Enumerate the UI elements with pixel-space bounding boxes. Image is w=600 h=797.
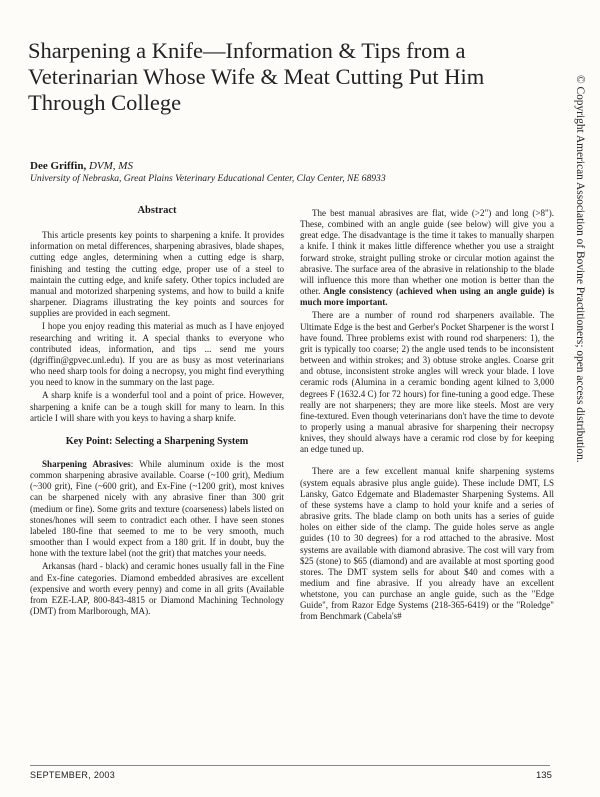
section-paragraph-2: Arkansas (hard - black) and ceramic hones usually fall in the Fine and Ex-fine categories. Diamond embedded abrasives are excellent (expensive and worth every penny) and come in all grits (Available from EZE-LAP, 800-843-4815 or Diamond Machining Technology (DMT) from Marlborough, MA). xyxy=(30,561,284,616)
right-paragraph-2: There are a number of round rod sharpeners available. The Ultimate Edge is the best and Gerber's Pocket Sharpener is the worst I have found. Three problems exist with round rod sharpeners: 1), the grit is typically too coarse; 2) the angle used tends to be inconsistent between and within strokes; and 3) obtuse stroke angles. Coarse grit and obtuse, inconsistent stroke angles will wreck your blade. I love ceramic rods (Alumina in a ceramic bonding agent kilned to 3,000 degrees F (1632.4 C) for 72 hours) for fine-tuning a good edge. These really are not sharpeners; they are more like steels. Most are very fine-textured. Even though veterinarians don't have the time to devote to properly using a manual abrasive for sharpening their necropsy knives, they should always have a ceramic rod close by for keeping an edge tuned up. xyxy=(300,310,554,455)
right-paragraph-3: There are a few excellent manual knife sharpening systems (system equals abrasive plus angle guide). These include DMT, LS Lansky, Gatco Edgemate and Blademaster Sharpening Systems. All of these systems have a clamp to hold your knife and a series of abrasive grits. The blade clamp on both units has a series of guide holes on either side of the clamp. The guide holes serve as angle guides (10 to 30 degrees) for a rod attached to the abrasive. Most systems are available with diamond abrasive. The cost will vary from $25 (stone) to $65 (diamond) and are available at most sporting good stores. The DMT system sells for about $40 and comes with a medium and fine abrasive. If you already have an excellent whetstone, you can purchase an angle guide, such as the "Edge Guide", from Razor Edge Systems (218-365-6419) or the "Roledge" from Benchmark (Cabela's# xyxy=(300,466,554,622)
abstract-paragraph-1: This article presents key points to sharpening a knife. It provides information on metal differences, sharpening abrasives, blade shapes, cutting edge angles, determining when a cutting edge is sharp, finishing and testing the cutting edge, proper use of a steel to maintain the cutting edge, and knife safety. Other topics included are manual and motorized sharpening systems, and how to build a knife sharpener. Diagrams illustrating the key points and sources for supplies are provided in each segment. xyxy=(30,230,284,319)
abstract-heading: Abstract xyxy=(137,205,177,216)
right-paragraph-1-emphasis: Angle consistency (achieved when using an angle guide) is much more important. xyxy=(300,286,554,308)
right-paragraph-1 xyxy=(300,208,554,308)
author-block xyxy=(30,160,550,185)
right-column xyxy=(300,208,554,623)
section-heading: Key Point: Selecting a Sharpening System xyxy=(65,435,249,447)
run-in-heading: Sharpening Abrasives xyxy=(42,458,131,469)
right-paragraph-1-text: The best manual abrasives are flat, wide (>2") and long (>8"). These, combined with an angle guide (see below) will give you a great edge. The disadvantage is the time it takes to manually sharpen a knife. I think it makes little difference whether you use a straight forward stroke, straight pulling stroke or circular motion against the abrasive. The surface area of the abrasive in relationship to the blade will influence this more than whether one motion is better than the other. xyxy=(300,208,554,297)
abstract-paragraph-2: I hope you enjoy reading this material as much as I have enjoyed researching and writing it. A special thanks to everyone who contributed ideas, information, and tips ... send me yours (dgriffin@gpvec.unl.edu). If you are as busy as most veterinarians who need sharp tools for doing a necropsy, you might find everything you need to know in the summary on the last page. xyxy=(30,321,284,388)
author-line xyxy=(30,160,550,173)
footer-issue-date: SEPTEMBER, 2003 xyxy=(30,770,116,780)
article-title: Sharpening a Knife—Information & Tips from a Veterinarian Whose Wife & Meat Cutting Put Him Through College xyxy=(28,38,485,115)
footer-rule xyxy=(30,765,550,766)
copyright-notice: © Copyright American Association of Bovine Practitioners; open access distribution. xyxy=(574,75,586,463)
left-column xyxy=(30,205,284,617)
author-affiliation: University of Nebraska, Great Plains Veterinary Educational Center, Clay Center, NE 68933 xyxy=(30,173,386,184)
section-paragraph-1-text: : While aluminum oxide is the most common sharpening abrasive available. Coarse (~100 grit), Medium (~300 grit), Fine (~600 grit), and Ex-Fine (~1200 grit), most knives can be sharpened nicely with any abrasive finer than 300 grit (medium or fine). Some grits and texture (coarseness) labels listed on stones/hones will seem to contradict each other. I have seen stones labeled 180-fine that seemed to me to be very smooth, much smoother than I would expect from a 180 grit. If in doubt, buy the hone with the texture label (not the grit) that matches your needs. xyxy=(30,458,284,559)
footer-page-number: 135 xyxy=(536,770,552,781)
section-paragraph-1 xyxy=(30,459,284,559)
abstract-paragraph-3: A sharp knife is a wonderful tool and a point of price. However, sharpening a knife can be a tough skill for many to learn. In this article I will share with you keys to having a sharp knife. xyxy=(30,390,284,423)
author-degree: DVM, MS xyxy=(86,160,133,172)
author-name: Dee Griffin, xyxy=(30,160,87,172)
